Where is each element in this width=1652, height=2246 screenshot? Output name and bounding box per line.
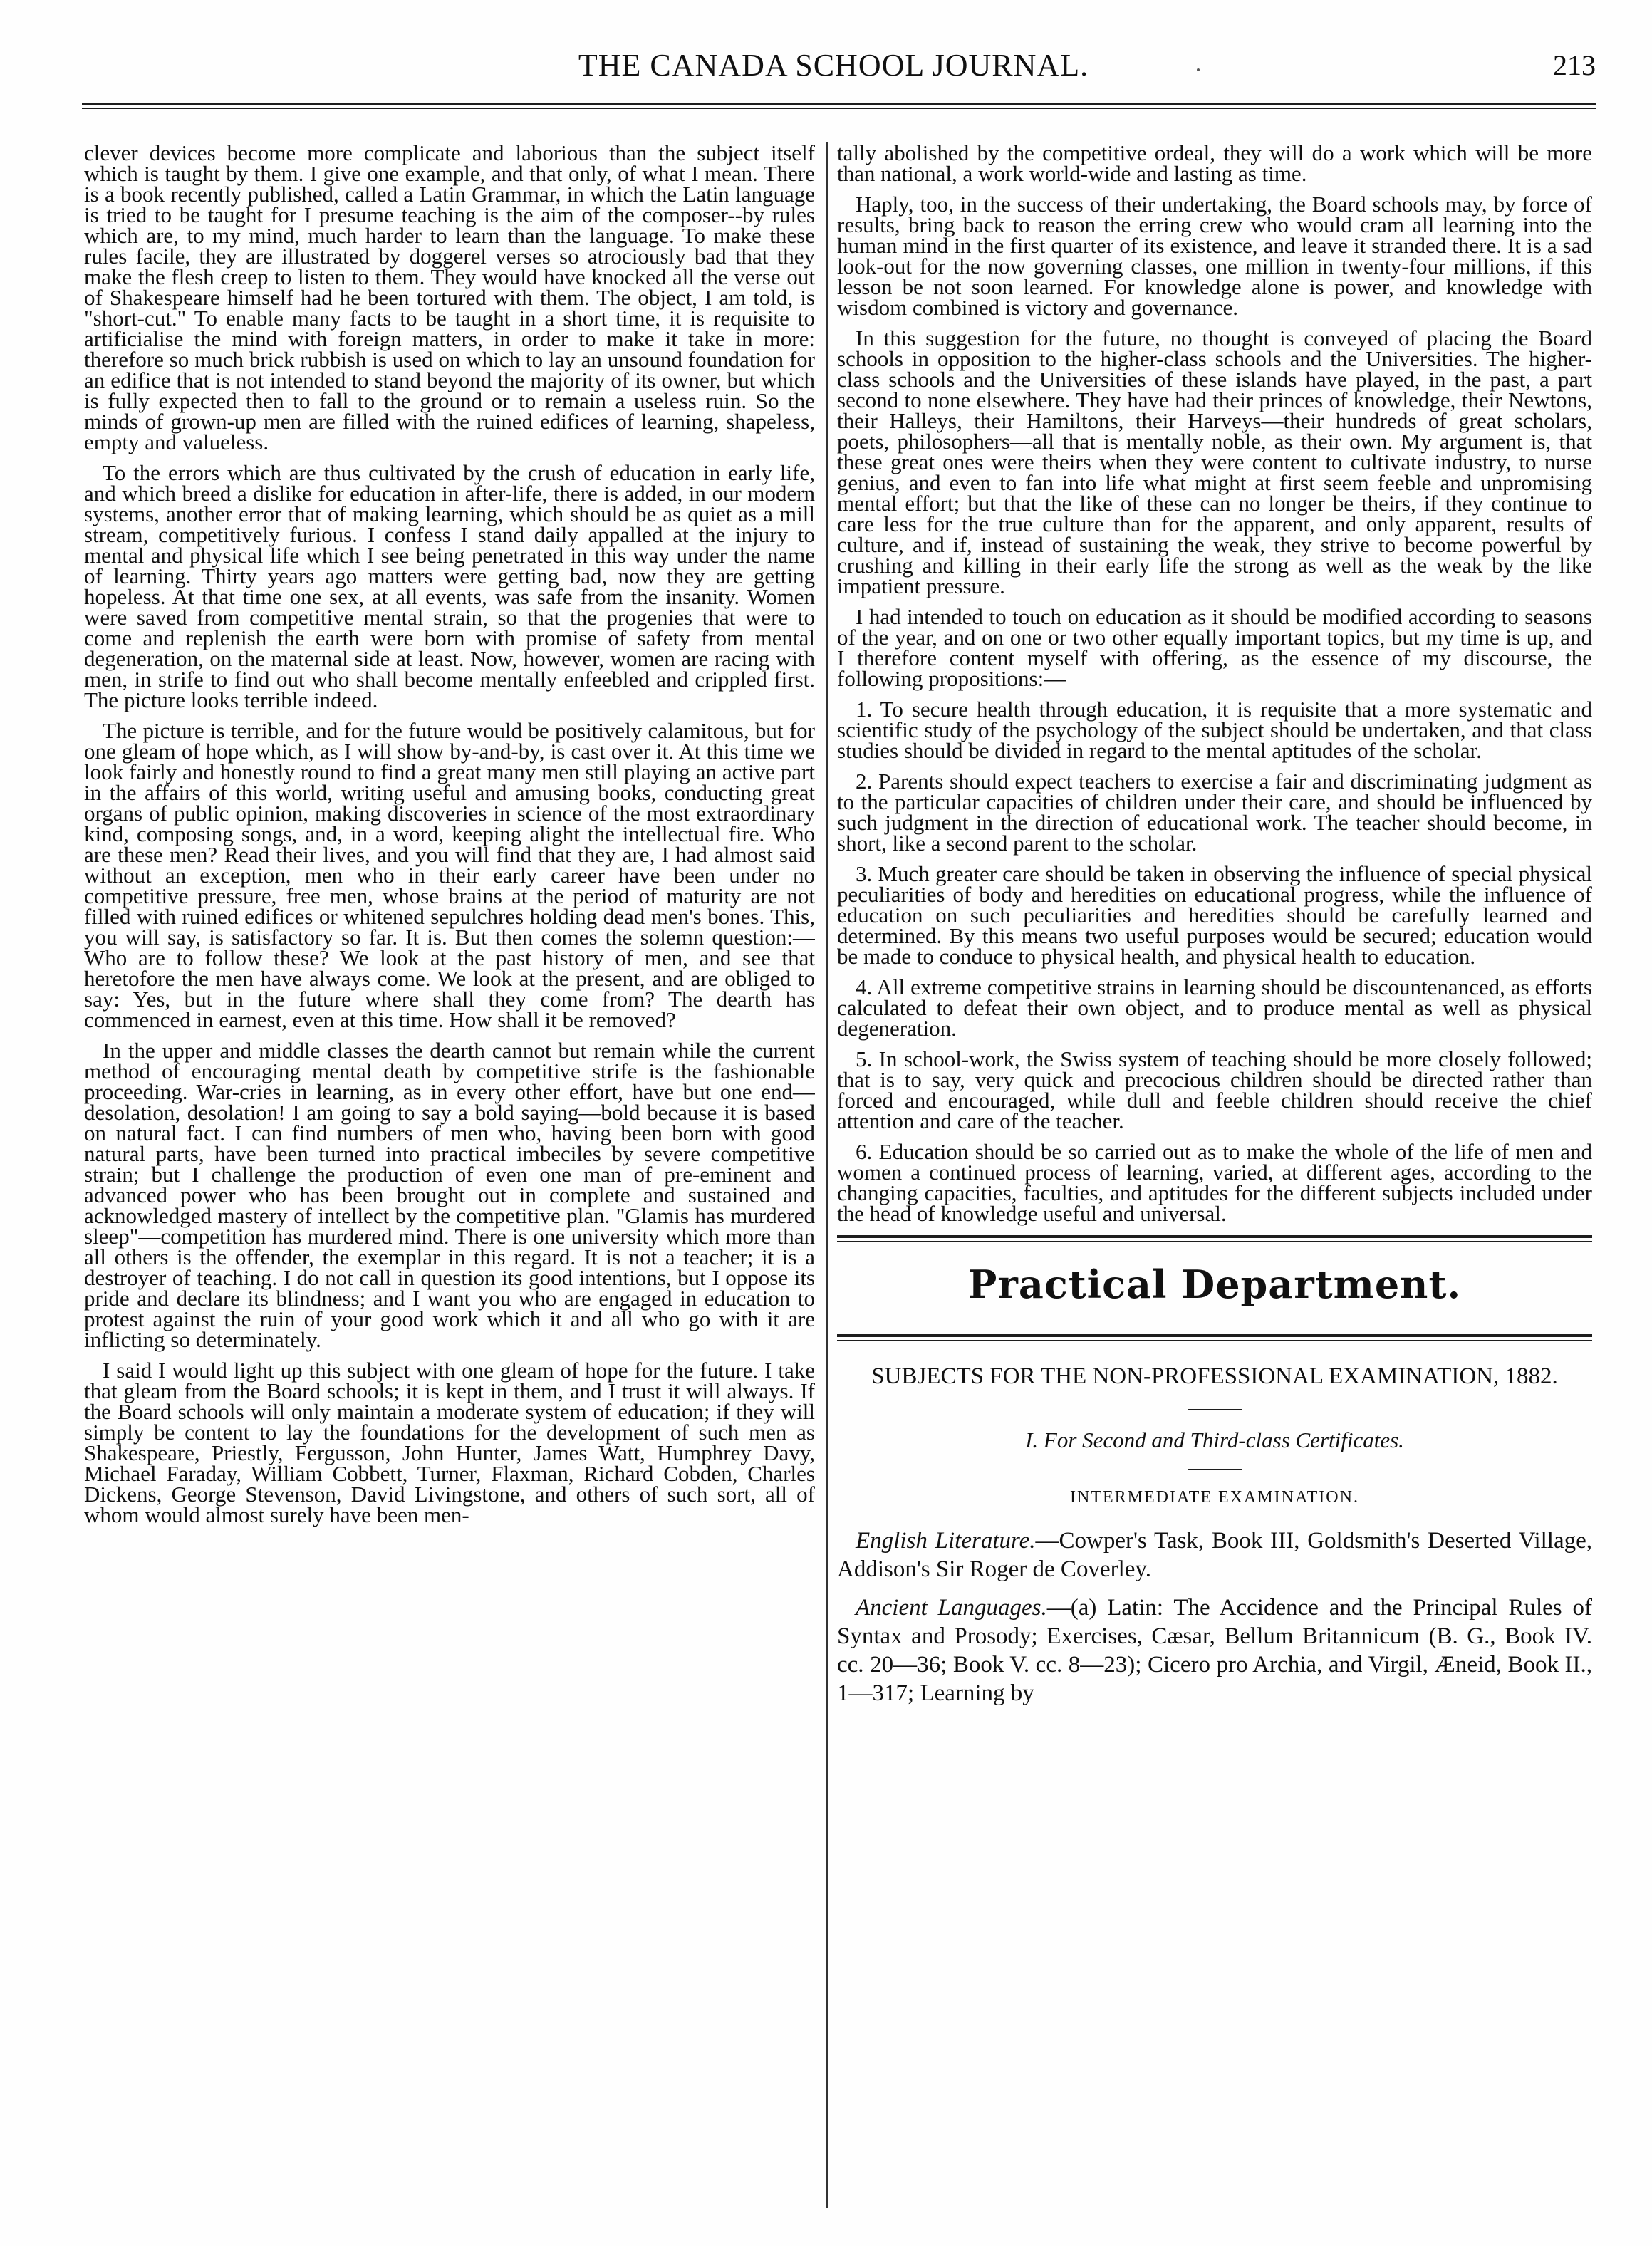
article-paragraph: Haply, too, in the success of their undertaking, the Board schools may, by force of results, bring back to reason the erring crew who would cram all learning into the human mind in the first quarter of its existence, and leave it stranded there. It is a sad look-out for the now governing classes, one million in twenty-four millions, if this lesson be not soon learned. For knowledge alone is power, and knowledge with wisdom combined is victory and governance. — [837, 192, 1592, 320]
subject-entry — [837, 1593, 1592, 1707]
subject-label: English Literature. — [856, 1528, 1036, 1554]
proposition-item: 4. All extreme competitive strains in learning should be discountenanced, as efforts calculated to defeat their own object, and to produce mental as well as physical degeneration. — [837, 974, 1592, 1041]
short-rule — [1188, 1409, 1242, 1410]
article-paragraph: In the upper and middle classes the dearth cannot but remain while the current method of encouraging mental death by competitive strife is the fashionable proceeding. War-cries in learning, as in every other effort, have but one end—desolation, desolation! I am going to say a bold saying—bold because it is based on natural fact. I can find numbers of men who, having been born with good natural parts, have been turned into practical imbeciles by severe competitive strain; but I challenge the production of even one man of pre-eminent and advanced power who has been brought out in complete and sustained and acknowledged mastery of intellect by the competitive plan. "Glamis has murdered sleep"—competition has murdered mind. There is one university which more than all others is the offender, the exemplar in this regard. It is not a teacher; it is a destroyer of teaching. I do not call in question its good intentions, but I oppose its pride and declare its blindness; and I want you who are engaged in education to protest against the ruin of your good work which it and all who go with it are inflicting so determinately. — [84, 1038, 815, 1352]
intermediate-heading: INTERMEDIATE EXAMINATION. — [1070, 1488, 1359, 1507]
subject-entry — [837, 1527, 1592, 1584]
certificate-subtitle: I. For Second and Third-class Certificates. — [1025, 1428, 1404, 1452]
subject-label: Ancient Languages. — [856, 1595, 1047, 1621]
column-divider — [826, 142, 828, 2208]
article-paragraph: The picture is terrible, and for the future would be positively calamitous, but for one gleam of hope which, as I will show by-and-by, is cast over it. At this time we look fairly and honestly round to find a great many men still playing an active part in the affairs of this world, writing useful and amusing books, conducting great organs of public opinion, making discoveries in science of the most extraordinary kind, composing songs, and, in a word, keeping alight the intellectual fire. Who are these men? Read their lives, and you will find that they are, I had almost said without an exception, men who in their early career have been under no competitive pressure, free men, whose brains at the period of maturity are not filled with ruined edifices or whitened sepulchres holding dead men's bones. This, you will say, is satisfactory so far. It is. But then comes the solemn question:—Who are to follow these? We look at the past history of men, and see that heretofore the men have always come. We look at the present, and are obliged to say: Yes, but in the future where shall they come from? The dearth has commenced in earnest, even at this time. How shall it be removed? — [84, 718, 815, 1032]
running-head — [71, 37, 1596, 87]
left-column — [84, 142, 815, 2144]
right-column — [837, 142, 1592, 2144]
section-rule — [837, 1235, 1592, 1242]
article-paragraph: I had intended to touch on education as it should be modified according to seasons of the year, and on one or two other equally important topics, but my time is up, and I therefore content myself with offering, as the essence of my discourse, the following propositions:— — [837, 604, 1592, 691]
section-rule — [837, 1334, 1592, 1341]
proposition-item: 6. Education should be so carried out as to make the whole of the life of men and women a continued process of learning, varied, at different ages, according to the changing capacities, faculties, and aptitudes for the different subjects included under the head of knowledge useful and universal. — [837, 1139, 1592, 1226]
proposition-item: 2. Parents should expect teachers to exercise a fair and discriminating judgment as to the particular capacities of children under their care, and should be influenced by such judgment in the direction of educational work. The teacher should become, in short, like a second parent to the scholar. — [837, 769, 1592, 856]
proposition-item: 3. Much greater care should be taken in observing the influence of special physical peculiarities of body and heredities on educational progress, while the influence of education on such peculiarities and heredities should be carefully learned and determined. By this means two useful purposes would be secured; education would be made to conduce to physical health, and physical health to education. — [837, 861, 1592, 969]
propositions-list — [837, 699, 1592, 1224]
header-rule — [82, 103, 1596, 109]
article-paragraph: In this suggestion for the future, no thought is conveyed of placing the Board schools in opposition to the higher-class schools and the Universities. The higher-class schools and the Universities of these islands have played, in the past, a part second to none elsewhere. They have had their princes of knowledge, their Newtons, their Halleys, their Hamiltons, their Harveys—their hundreds of great scholars, poets, philosophers—all that is mentally noble, as their own. My argument is, that these great ones were theirs when they were content to cultivate industry, to nurse genius, and even to fan into life what might at first seem feeble and unpromising mental effort; but that the like of these can no longer be theirs, if they continue to care less for the true culture than for the apparent, and only apparent, results of culture, and if, instead of sustaining the weak, they strive to become powerful by crushing and killing in their early life the strong as well as the weak by the like impatient pressure. — [837, 326, 1592, 598]
short-rule — [1188, 1469, 1242, 1470]
proposition-item: 5. In school-work, the Swiss system of teaching should be more closely followed; that is to say, very quick and precocious children should be directed rather than forced and encouraged, while dull and feeble children should receive the chief attention and care of the teacher. — [837, 1046, 1592, 1133]
print-speck — [1197, 68, 1200, 71]
subject-text: —(a) Latin: The Accidence and the Principal Rules of Syntax and Prosody; Exercises, Cæsar, Bellum Britannicum (B. G., Book IV. cc. 20—36; Book V. cc. 8—23); Cicero pro Archia, and Virgil, Æneid, Book II., 1—317; Learning by — [837, 1595, 1592, 1706]
journal-title: THE CANADA SCHOOL JOURNAL. — [578, 48, 1089, 83]
article-paragraph: To the errors which are thus cultivated by the crush of education in early life, and which breed a dislike for education in after-life, there is added, in our modern systems, another error that of making learning, which should be as quiet as a mill stream, competitively furious. I confess I stand daily appalled at the injury to mental and physical life which I see being penetrated in this way under the name of learning. Thirty years ago matters were getting bad, now they are getting hopeless. At that time one sex, at all events, was safe from the insanity. Women were saved from competitive mental strain, so that the progenies that were to come and replenish the earth were born with promise of safety from mental degeneration, on the maternal side at least. Now, however, women are racing with men, in strife to find out who shall become mentally enfeebled and crippled first. The picture looks terrible indeed. — [84, 460, 815, 712]
article-paragraph: tally abolished by the competitive ordeal, they will do a work which will be more than national, a work world-wide and lasting as time. — [837, 142, 1592, 186]
article-paragraph: clever devices become more complicate and laborious than the subject itself which is taught by them. I give one example, and that only, of what I mean. There is a book recently published, called a Latin Grammar, in which the Latin language is tried to be taught for I presume teaching is the aim of the composer--by rules which are, to my mind, much harder to learn than the language. To make these rules facile, they are illustrated by doggerel verses so atrociously bad that they make the flesh creep to listen to them. They would have knocked all the verse out of Shakespeare himself had he been tortured with them. The object, I am told, is "short-cut." To enable many facts to be taught in a short time, it is requisite to artificialise the mind with foreign matters, in order to make it take in more: therefore so much brick rubbish is used on which to lay an unsound foundation for an edifice that is not intended to stand beyond the majority of its owner, but which is fully expected then to fall to the ground or to remain a useless ruin. So the minds of grown-up men are filled with the ruined edifices of learning, shapeless, empty and valueless. — [84, 142, 815, 454]
subject-text: —Cowper's Task, Book III, Goldsmith's Deserted Village, Addison's Sir Roger de Coverley. — [837, 1528, 1592, 1582]
article-paragraph: I said I would light up this subject with one gleam of hope for the future. I take that gleam from the Board schools; it is kept in them, and I trust it will always. If the Board schools will only maintain a moderate system of education; if they will simply be content to lay the foundations for the development of such men as Shakespeare, Priestly, Fergusson, John Hunter, James Watt, Humphrey Davy, Michael Faraday, William Cobbett, Turner, Flaxman, Richard Cobden, Charles Dickens, George Stevenson, David Livingstone, and others of such sort, all of whom would almost surely have been men- — [84, 1358, 815, 1527]
proposition-item: 1. To secure health through education, it is requisite that a more systematic and scientific study of the psychology of the subject should be undertaken, and that class studies should be divided in regard to the mental aptitudes of the scholar. — [837, 697, 1592, 763]
department-heading: Practical Department. — [967, 1262, 1462, 1307]
exam-title: SUBJECTS FOR THE NON-PROFESSIONAL EXAMINATION, 1882. — [871, 1363, 1558, 1389]
page-number: 213 — [1553, 49, 1596, 81]
